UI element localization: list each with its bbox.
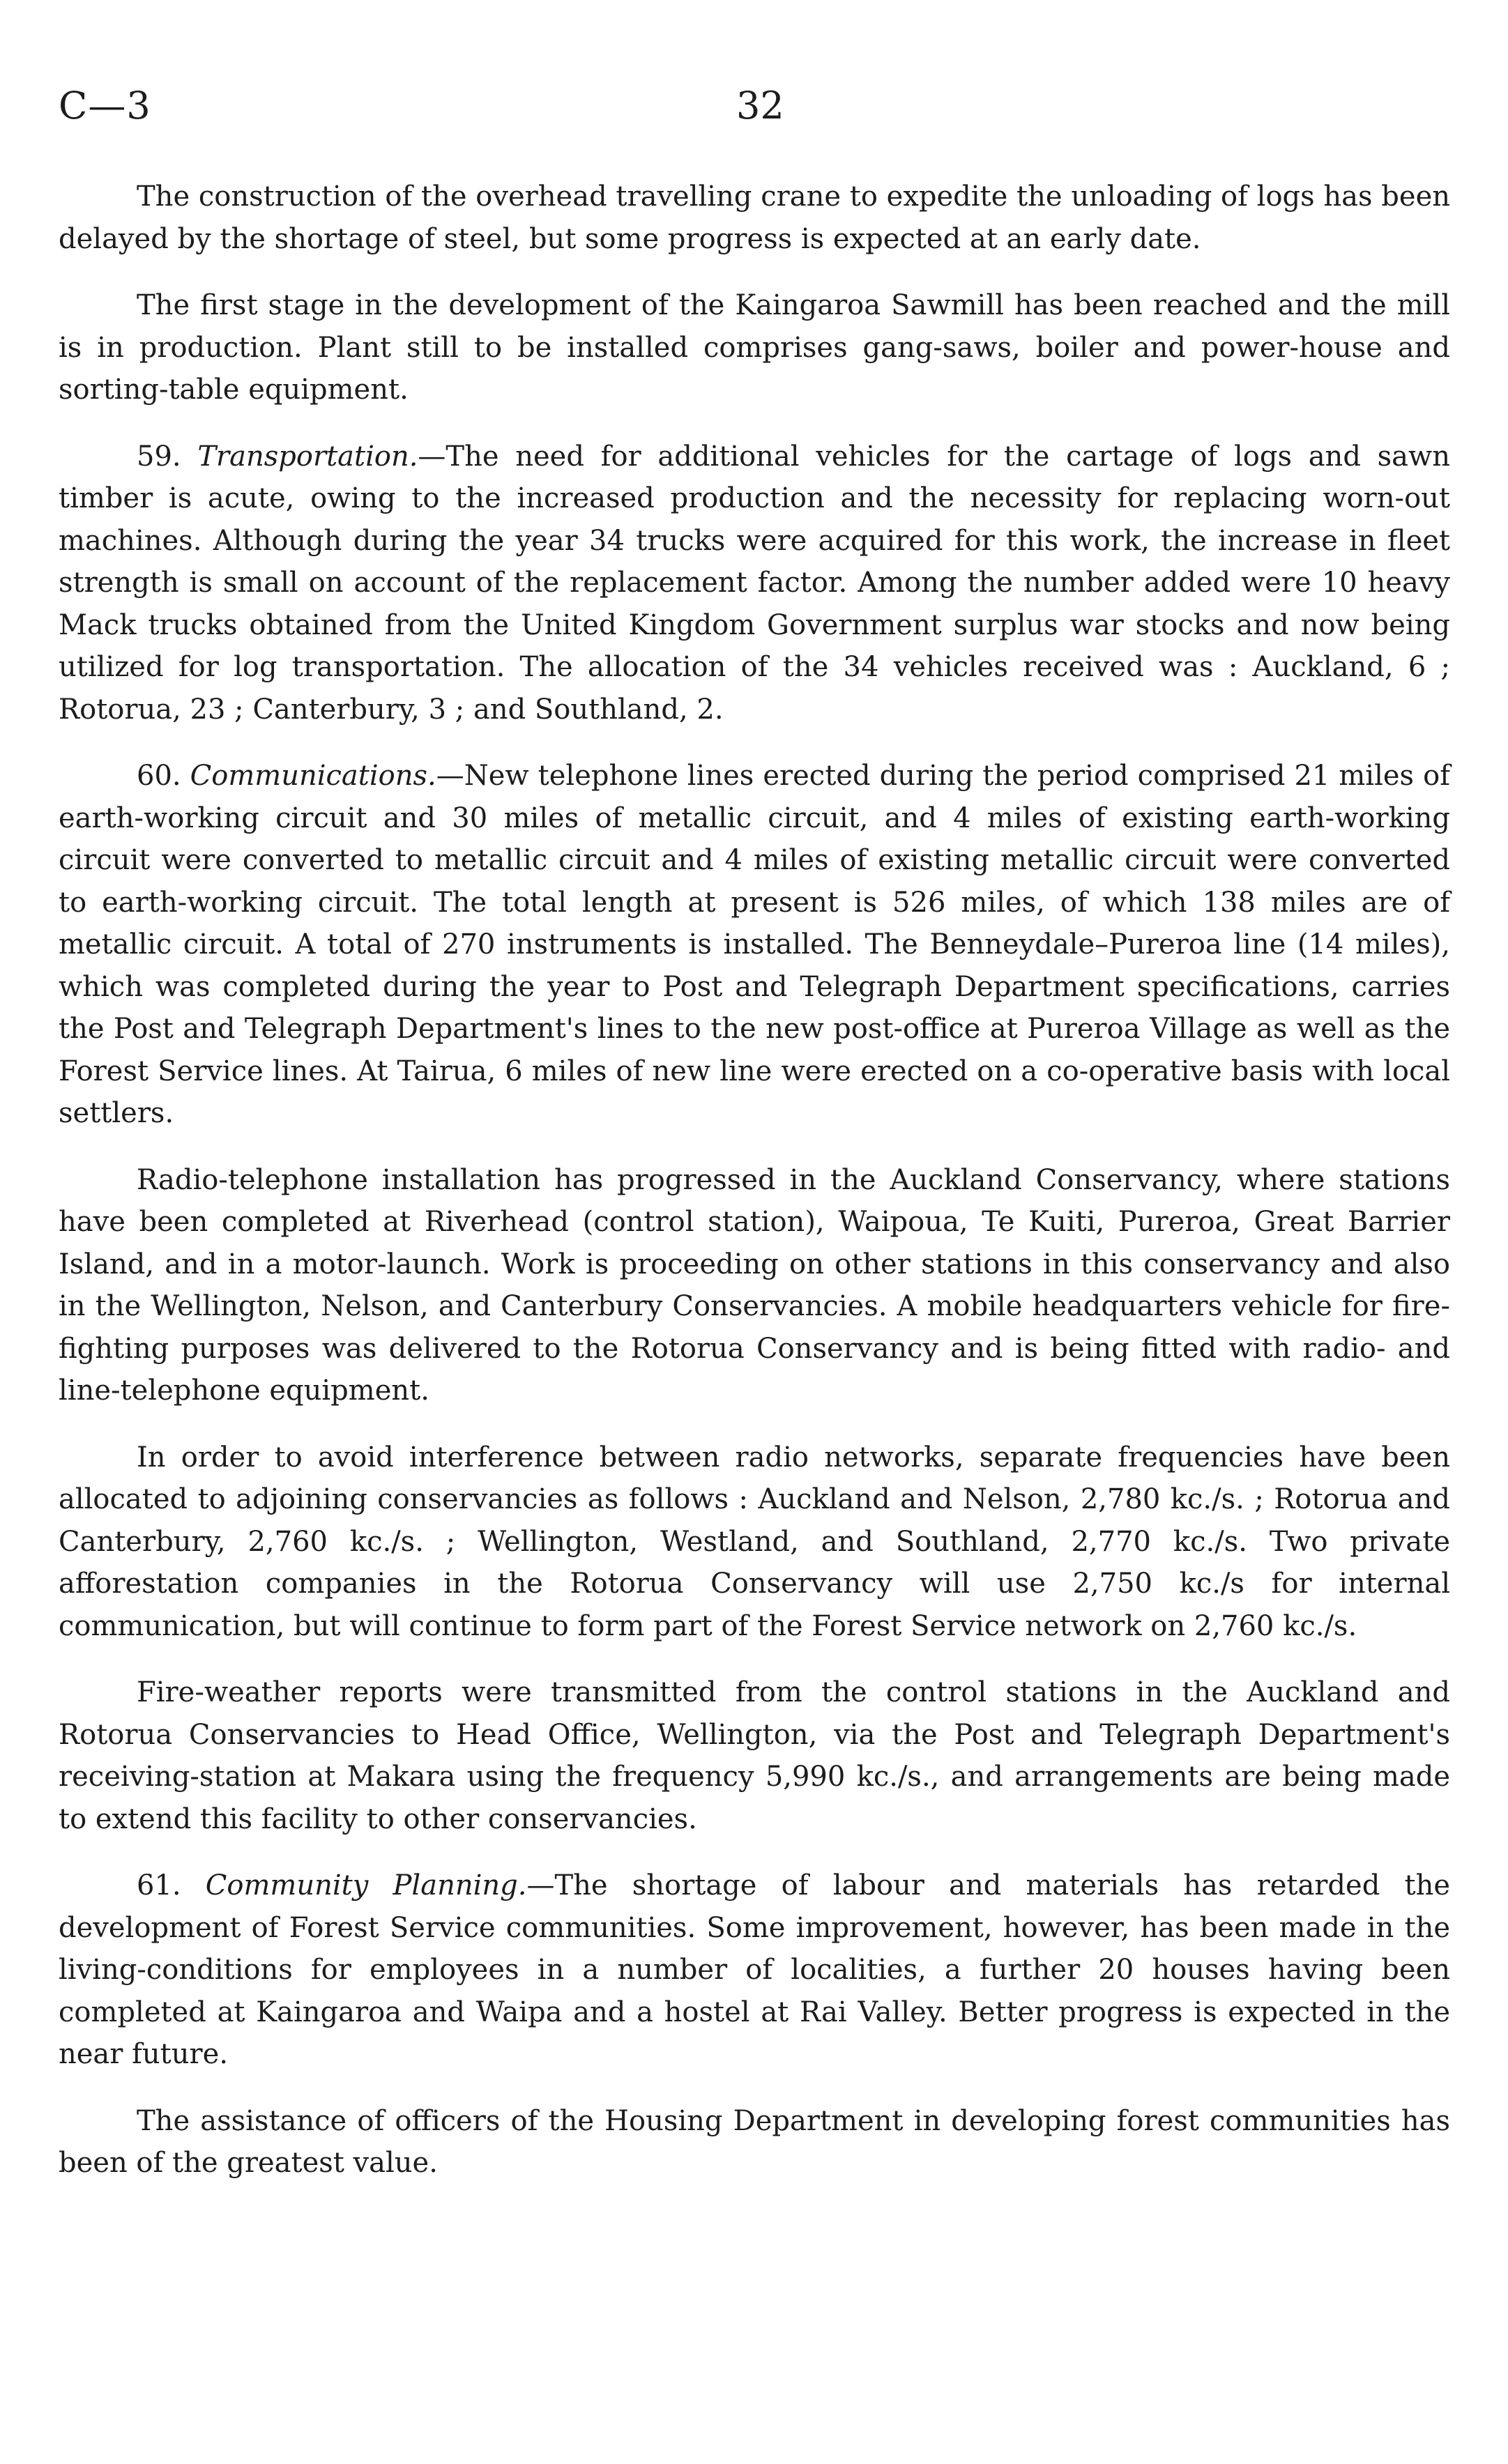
- paragraph-crane: The construction of the overhead travelling crane to expedite the unloading of logs has been delayed by the shortage of steel, but some progress is expected at an early date.: [59, 181, 1450, 255]
- section-heading: Communications.: [190, 760, 436, 792]
- paragraph-fire-weather: Fire-weather reports were transmitted from the control stations in the Auckland and Rotorua Conservancies to Head Office, Wellington, via the Post and Telegraph Department's receiving-station at Makara using the frequency 5,990 kc./s., and arrangements are being made to extend this facility to other conservancies.: [59, 1676, 1450, 1835]
- section-number: 61.: [137, 1869, 206, 1901]
- paragraph-sawmill: The first stage in the development of the Kaingaroa Sawmill has been reached and the mill is in production. Plant still to be installed comprises gang-saws, boiler and power-house and sorting-table equipment.: [59, 289, 1450, 406]
- paragraph-housing: The assistance of officers of the Housing Department in developing forest communities has been of the greatest value.: [59, 2104, 1450, 2179]
- section-number: 59.: [137, 440, 198, 473]
- paragraph-community-planning: 61. Community Planning.—The shortage of labour and materials has retarded the development of Forest Service communities. Some improvement, however, has been made in the living-conditions for employees in a number of localities, a further 20 houses having been completed at Kaingaroa and Waipa and a hostel at Rai Valley. Better progress is expected in the near future.: [59, 1869, 1450, 2070]
- document-reference: C—3: [59, 84, 151, 128]
- paragraph-frequencies: In order to avoid interference between radio networks, separate frequencies have been allocated to adjoining conservancies as follows : Auckland and Nelson, 2,780 kc./s. ; Rotorua and Canterbury, 2,760 kc./s. ; Wellington, Westland, and Southland, 2,770 kc./s. Two private afforestation companies in the Rotorua Conservancy will use 2,750 kc./s for internal communication, but will continue to form part of the Forest Service network on 2,760 kc./s.: [59, 1441, 1450, 1642]
- section-heading: Community Planning.: [205, 1869, 527, 1901]
- paragraph-radio-telephone: Radio-telephone installation has progressed in the Auckland Conservancy, where stations have been completed at Riverhead (control station), Waipoua, Te Kuiti, Pureroa, Great Barrier Island, and in a motor-launch. Work is proceeding on other stations in this conservancy and also in the Wellington, Nelson, and Canterbury Conservancies. A mobile headquarters vehicle for fire-fighting purposes was delivered to the Rotorua Conservancy and is being fitted with radio- and line-telephone equipment.: [59, 1163, 1450, 1407]
- page-number: 32: [736, 84, 784, 128]
- page-header: [59, 84, 1453, 132]
- page-body: [59, 176, 1450, 2184]
- section-heading: Transportation.: [197, 440, 418, 473]
- paragraph-transportation: 59. Transportation.—The need for additional vehicles for the cartage of logs and sawn timber is acute, owing to the increased production and the necessity for replacing worn-out machines. Although during the year 34 trucks were acquired for this work, the increase in fleet strength is small on account of the replacement factor. Among the number added were 10 heavy Mack trucks obtained from the United Kingdom Government surplus war stocks and now being utilized for log transportation. The allocation of the 34 vehicles received was : Auckland, 6 ; Rotorua, 23 ; Canterbury, 3 ; and Southland, 2.: [59, 440, 1451, 726]
- section-number: 60.: [137, 760, 190, 792]
- paragraph-communications: 60. Communications.—New telephone lines erected during the period comprised 21 miles of earth-working circuit and 30 miles of metallic circuit, and 4 miles of existing earth-working circuit were converted to metallic circuit and 4 miles of existing metallic circuit were converted to earth-working circuit. The total length at present is 526 miles, of which 138 miles are of metallic circuit. A total of 270 instruments is installed. The Benneydale–Pureroa line (14 miles), which was completed during the year to Post and Telegraph Department specifications, carries the Post and Telegraph Department's lines to the new post-office at Pureroa Village as well as the Forest Service lines. At Tairua, 6 miles of new line were erected on a co-operative basis with local settlers.: [59, 760, 1450, 1129]
